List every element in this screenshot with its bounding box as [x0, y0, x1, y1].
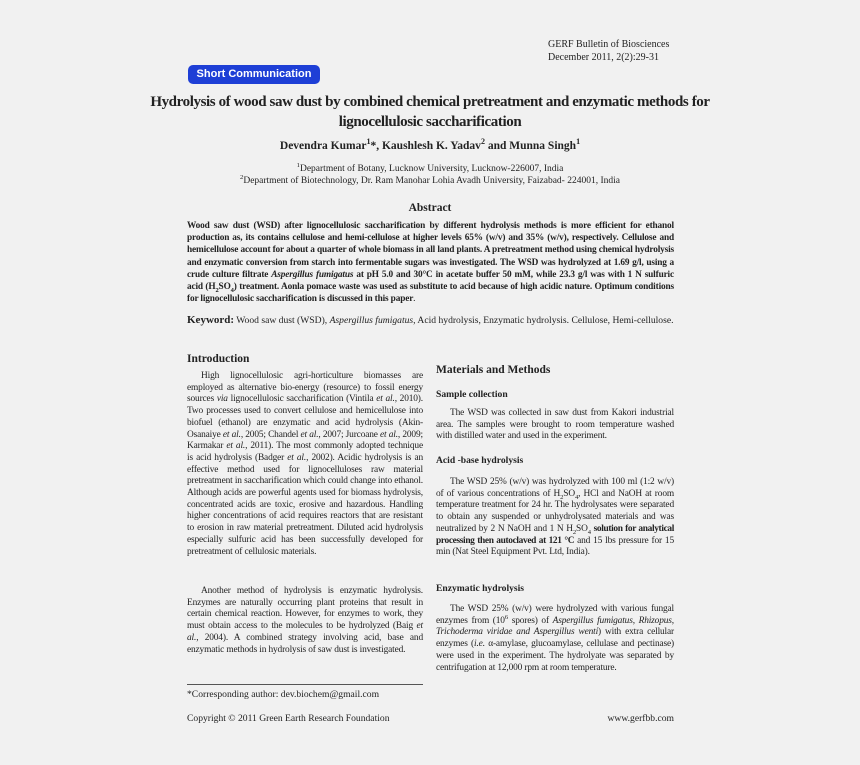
text-run-italic: et al.: [376, 394, 395, 405]
text-run: and 15 lbs pressure for 15 min (Nat Steel Equipment Pvt. Ltd, India).: [436, 535, 674, 558]
text-run-italic: via: [216, 394, 228, 405]
text-run-italic: et al.: [300, 429, 319, 440]
affiliation-number: 2: [240, 173, 244, 181]
author-separator: and: [484, 140, 510, 152]
website-link[interactable]: www.gerfbb.com: [607, 713, 674, 724]
text-run-italic: et al.: [222, 429, 241, 440]
acid-base-text: [436, 477, 674, 559]
keywords-text: Wood saw dust (WSD),: [234, 315, 330, 326]
text-run: , 2007; Jurcoane: [318, 429, 381, 440]
text-run: , 2010). Two processes used to convert cellulose and hemicellulose into biofuel (ethanol) are enzymatic and acid hydrolysis (Akin-Osanaiye: [187, 394, 423, 440]
text-run-italic: Aspergillus fumigatus, Rhizopus, Trichoderma viridae and Aspergillus wenti: [436, 615, 674, 638]
abstract-species: Aspergillus fumigatus: [271, 269, 354, 280]
subscript: 2: [215, 286, 219, 294]
journal-issue: December 2011, 2(2):29-31: [548, 51, 659, 63]
subscript: 2: [572, 528, 577, 536]
abstract-heading: Abstract: [408, 202, 452, 214]
introduction-paragraph-1: [187, 371, 423, 558]
author-1: Devendra Kumar: [279, 140, 367, 152]
affiliation-2: [180, 175, 680, 187]
text-run-italic: et al.: [287, 452, 307, 463]
journal-header: [548, 39, 708, 64]
text-run-italic: et al.: [380, 429, 398, 440]
text-run: SO: [576, 523, 588, 534]
subscript: 2: [560, 493, 564, 501]
abstract-text: SO: [218, 282, 231, 293]
paragraph: The WSD was collected in saw dust from Kakori industrial area. The samples were brought to room temperature washed with distilled water and used in the experiment.: [436, 408, 674, 442]
methods-heading: Materials and Methods: [436, 364, 551, 376]
text-run: spores) of: [507, 615, 553, 626]
corresponding-mark: *: [370, 140, 377, 152]
author-1-affil: 1: [366, 137, 371, 147]
abstract-period: .: [413, 294, 416, 305]
text-run: The WSD 25% (w/v) was hydrolyzed with 100 ml (1:2 w/v) of of various concentrations of H: [436, 477, 674, 499]
footnote-divider: [187, 684, 423, 685]
introduction-paragraph-2: [187, 586, 423, 656]
keywords-species: Aspergillus fumigatus: [329, 315, 414, 326]
text-run: , 2009; Karmakar: [187, 429, 423, 452]
sample-collection-text: [436, 408, 674, 443]
keywords-text: , Acid hydrolysis, Enzymatic hydrolysis. Cellulose, Hemi-cellulose.: [413, 315, 674, 326]
abstract-body: [187, 220, 674, 305]
subscript: 4: [574, 493, 579, 501]
author-3-affil: 1: [576, 137, 581, 147]
text-run-italic: et al.: [226, 441, 246, 452]
text-run: The WSD 25% (w/v) were hydrolyzed with various fungal enzymes from (10: [436, 604, 674, 626]
affiliation-text: Department of Biotechnology, Dr. Ram Manohar Lohia Avadh University, Faizabad- 224001, India: [243, 176, 620, 186]
copyright: Copyright © 2011 Green Earth Research Foundation: [187, 713, 390, 724]
author-separator: ,: [376, 140, 382, 152]
text-run: , 2002). Acidic hydrolysis is an effective method used for lignocelluloses raw material pretreatment in saccharification which could change into ethanol. Although acids are powerful agents used for biomass hydrolysis, concentrated acids are toxic, erosive and hazardous. Handling higher concentrations of acid requires reactors that are resistant to erosion in raw material pretreatment. Diluted acid hydrolysis especially sulfuric acid has been successfully developed for pretreatment of cellulosic materials.: [187, 452, 423, 557]
affiliation-text: Department of Botany, Lucknow University, Lucknow-226007, India: [299, 164, 564, 174]
text-run-bold: solution for analytical processing then autoclaved at 121 °C: [436, 523, 674, 546]
superscript: 6: [504, 613, 508, 621]
corresponding-author: *Corresponding author: dev.biochem@gmail.com: [187, 689, 380, 700]
text-run: , 2004). A combined strategy involving acid, base and enzymatic methods in hydrolysis of saw dust is investigated.: [187, 632, 423, 655]
abstract-text: at pH 5.0 and 30°C in acetate buffer 50 mM, while 23.3 g/l was with 1 N sulfuric acid (H: [187, 269, 674, 293]
text-run: α-amylase, glucoamylase, cellulase and pectinase) were used in the experiment. The hydrolyate was separated by centrifugation at 12,000 rpm at room temperature.: [436, 639, 674, 673]
article-type-badge: Short Communication: [188, 65, 320, 84]
keywords: [187, 314, 674, 328]
subscript: 4: [587, 528, 591, 536]
journal-name: GERF Bulletin of Biosciences: [548, 39, 670, 50]
subscript: 4: [230, 286, 234, 294]
abstract-text: Wood saw dust (WSD) after lignocellulosic saccharification by different hydrolysis methods is more efficient for ethanol production as, its contains cellulose and hemi-cellulose at higher levels 65% (w/v) and 35% (w/v), respectively. Cellulose and hemicellulose account for about a quarter of whole biomass in all land plants. A pretreatment method using chemical hydrolysis and enzymatic conversion from starch into fermentable sugars was investigated. The WSD was hydrolyzed at 1.69 g/l, using a crude culture filtrate: [187, 221, 674, 280]
enzymatic-hydrolysis-heading: Enzymatic hydrolysis: [436, 583, 525, 594]
text-run-italic: et al.: [187, 621, 423, 643]
text-run: , 2011). The most commonly adopted technique is acid hydrolysis (Badger: [187, 441, 423, 463]
sample-collection-heading: Sample collection: [436, 389, 508, 400]
enzymatic-hydrolysis-text: [436, 604, 674, 674]
affiliation-1: [180, 163, 680, 175]
text-run-italic: i.e.: [474, 639, 485, 650]
introduction-heading: Introduction: [187, 353, 250, 365]
abstract-text: ) treatment. Aonla pomace waste was used as substitute to acid because of high acidic nature. Optimum conditions for lignocellulosic saccharification is discussed in this paper: [187, 282, 674, 305]
author-list: [180, 137, 680, 152]
author-2-affil: 2: [480, 137, 485, 147]
text-run: , 2005; Chandel: [240, 429, 301, 440]
affiliations: [180, 163, 680, 187]
acid-base-heading: Acid -base hydrolysis: [436, 455, 524, 466]
affiliation-number: 1: [296, 161, 300, 169]
keywords-label: Keyword:: [187, 314, 235, 326]
text-run: lignocellulosic saccharification (Vintila: [227, 394, 377, 405]
text-run: SO: [563, 488, 575, 499]
text-run: , HCl and NaOH at room temperature treatment for 24 hr. The hydrolysates were separated to obtain any suspended or unhydrolysated materials and was neutralized by 2 N NaOH and 1 N H: [436, 488, 674, 534]
text-run: High lignocellulosic agri-horticulture biomasses are employed as alternative bio-energy (resource) to fossil energy sources: [187, 371, 423, 405]
author-3: Munna Singh: [509, 140, 577, 152]
author-2: Kaushlesh K. Yadav: [381, 140, 481, 152]
text-run: Another method of hydrolysis is enzymatic hydrolysis. Enzymes are naturally occurring plant proteins that result in certain chemical reaction. However, for enzymes to work, they must obtain access to the molecules to be hydrolyzed (Baig: [187, 586, 423, 632]
paper-title: Hydrolysis of wood saw dust by combined chemical pretreatment and enzymatic methods for lignocellulosic saccharification: [150, 94, 710, 130]
text-run: ) with extra cellular enzymes (: [436, 627, 674, 650]
